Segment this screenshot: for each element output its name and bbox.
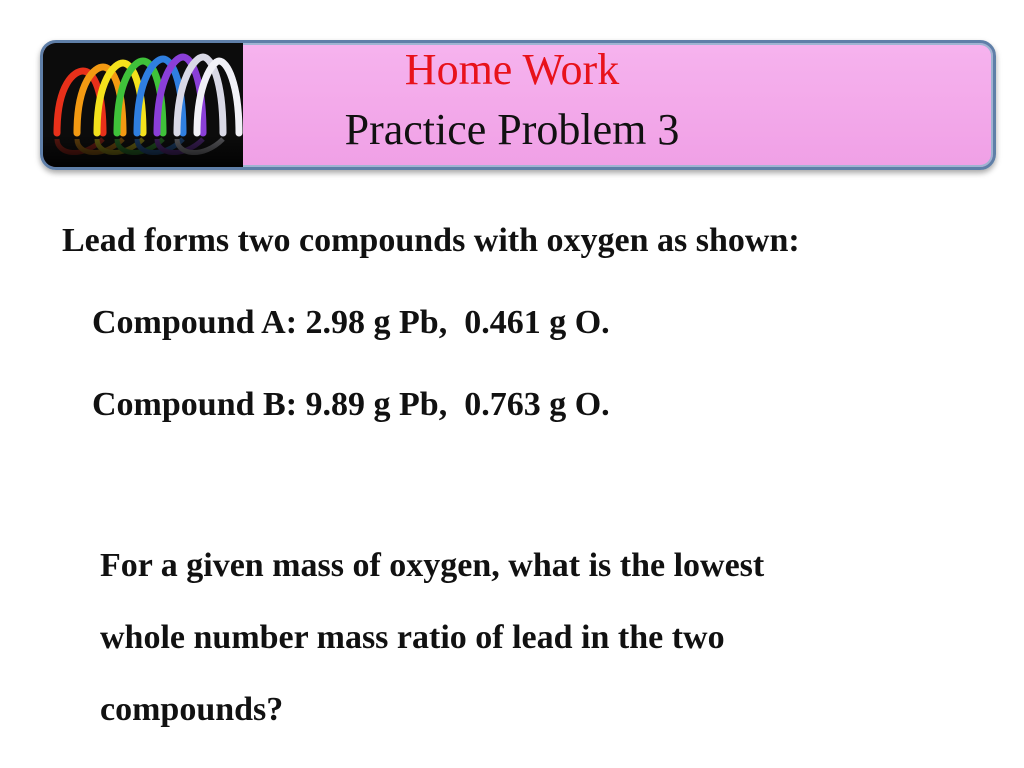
question-line-3: compounds? bbox=[100, 691, 284, 728]
slide-title-text: Home Work bbox=[404, 45, 620, 94]
compound-a-data: Compound A: 2.98 g Pb, 0.461 g O. bbox=[92, 304, 610, 341]
problem-intro: Lead forms two compounds with oxygen as shown: bbox=[62, 222, 800, 259]
slide-subtitle bbox=[0, 104, 1024, 156]
question-line-2: whole number mass ratio of lead in the two bbox=[100, 619, 725, 656]
slide-title bbox=[0, 44, 1024, 96]
question-line-1: For a given mass of oxygen, what is the lowest bbox=[100, 547, 765, 584]
compound-b-data: Compound B: 9.89 g Pb, 0.763 g O. bbox=[92, 386, 610, 423]
problem-question bbox=[100, 530, 930, 746]
slide-subtitle-text: Practice Problem 3 bbox=[344, 105, 680, 154]
